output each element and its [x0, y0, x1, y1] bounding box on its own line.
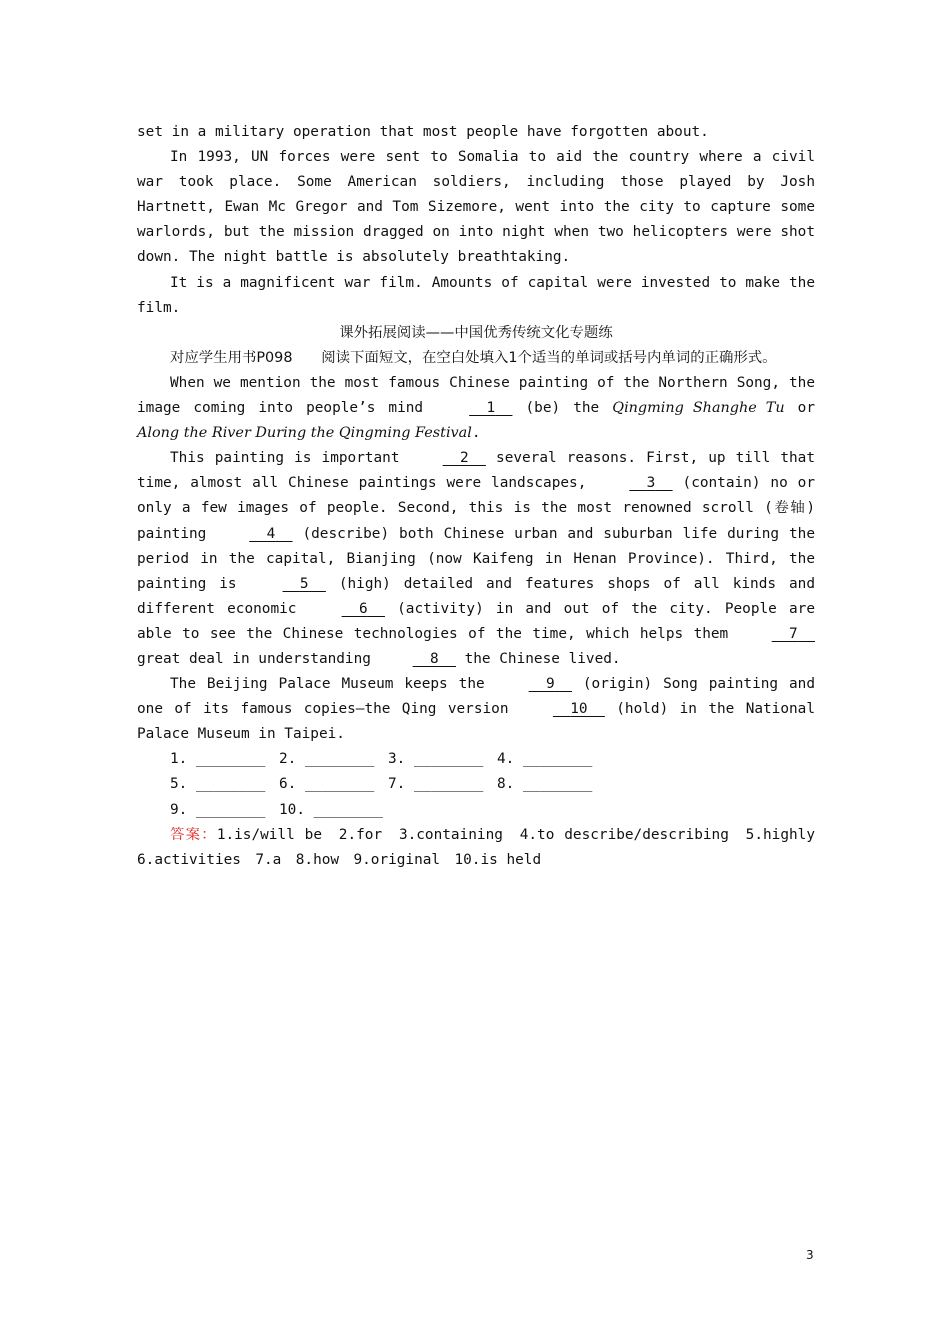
section-title: 课外拓展阅读——中国优秀传统文化专题练 — [339, 324, 613, 341]
blank-1: 1 — [486, 400, 496, 417]
blank-4: 4 — [266, 525, 276, 542]
intro-line: set in a military operation that most people have forgotten about. — [137, 124, 709, 140]
blank-2: 2 — [459, 450, 469, 467]
passage-paragraph-2: This painting is important 2 several reasons. First, up till that time, almost all Chinese paintings were landscapes, 3 (contain) no or only a few images of people. Second, this is the most renowned scroll (卷轴) painting 4 (describe) both Chinese urban and suburban life during the period in the capital, Bianjing (now Kaifeng in Henan Province). Third, the painting is 5 (high) detailed and features shops of all kinds and different economic 6 (activity) in and out of the city. People are able to see the Chinese technologies of the time, which helps them 7 great deal in understanding 8 the Chinese lived. — [137, 446, 815, 672]
blank-8: 8 — [429, 650, 439, 667]
exercise-instruction: 对应学生用书P098 阅读下面短文，在空白处填入1个适当的单词或括号内单词的正确形式。 — [170, 349, 777, 366]
answer-lines — [137, 747, 815, 822]
passage-paragraph-3: The Beijing Palace Museum keeps the 9 (origin) Song painting and one of its famous copies—the Qing version 10 (hold) in the National Palace Museum in Taipei. — [137, 672, 815, 747]
blank-7: 7 — [789, 625, 798, 642]
answer-key-text: 1.is/will be 2.for 3.containing 4.to describe/describing 5.highly 6.activities 7.a 8.how 9.original 10.is held — [137, 826, 830, 868]
answer-row-1: 1. ________ 2. ________ 3. ________ 4. ________ — [170, 751, 593, 768]
answer-row-2: 5. ________ 6. ________ 7. ________ 8. ________ — [170, 776, 593, 793]
answer-row-3: 9. ________ 10. ________ — [170, 801, 383, 818]
blank-6: 6 — [358, 600, 368, 617]
blank-10: 10 — [570, 701, 588, 718]
blank-9: 9 — [545, 676, 555, 693]
answer-key-label: 答案： — [170, 826, 217, 843]
page-content — [137, 120, 830, 873]
painting-title-english: Along the River During the Qingming Festival — [137, 425, 472, 442]
page-number: 3 — [806, 1248, 814, 1262]
blank-5: 5 — [299, 575, 309, 592]
intro-paragraph-film: It is a magnificent war film. Amounts of capital were invested to make the film. — [137, 274, 815, 316]
intro-paragraph-somalia: In 1993, UN forces were sent to Somalia to aid the country where a civil war took place. Some American soldiers, including those played by Josh Hartnett, Ewan Mc Gregor and Tom Sizemore, went into the city to capture some warlords, but the mission dragged on into night when two helicopters were shot down. The night battle is absolutely breathtaking. — [137, 149, 815, 266]
passage-paragraph-1: When we mention the most famous Chinese painting of the Northern Song, the image coming into people’s mind 1 (be) the Qingming Shanghe Tu or Along the River During the Qingming Festival. — [137, 374, 815, 442]
painting-title-pinyin: Qingming Shanghe Tu — [612, 400, 785, 417]
answer-key — [137, 823, 830, 873]
blank-3: 3 — [646, 475, 656, 492]
